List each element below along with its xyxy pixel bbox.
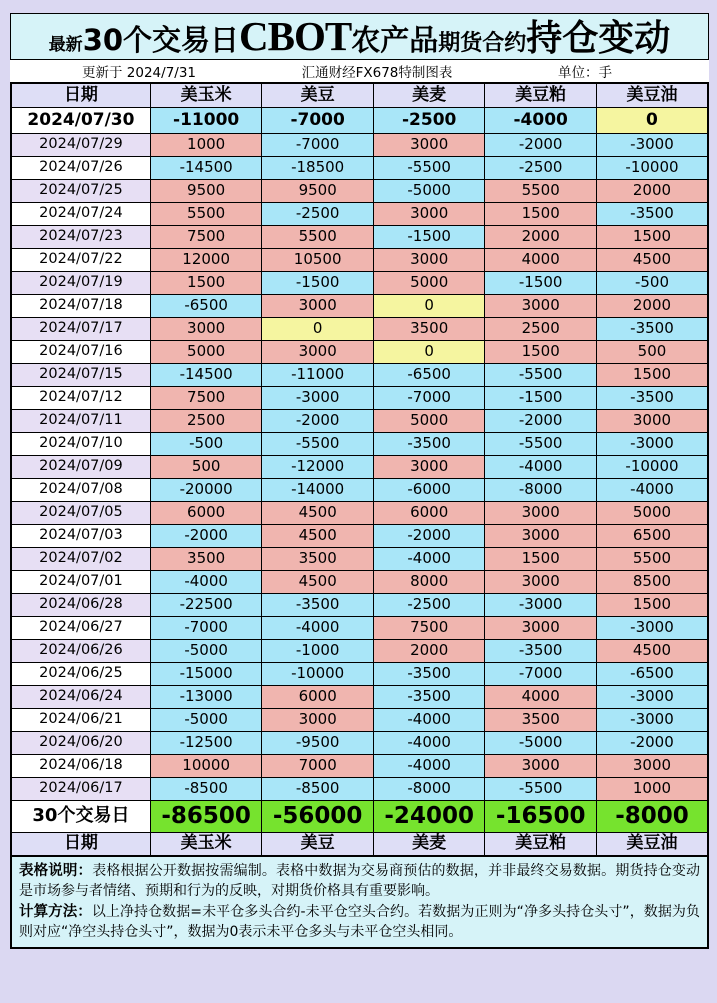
value-cell: -6500 <box>150 294 262 317</box>
date-cell: 2024/06/28 <box>11 593 150 616</box>
unit-label: 单位：手 <box>557 65 612 81</box>
value-cell: 5500 <box>150 202 262 225</box>
value-cell: 5000 <box>596 501 708 524</box>
table-row <box>11 248 708 271</box>
value-cell: -5500 <box>485 777 597 800</box>
value-cell: -10000 <box>262 662 374 685</box>
value-cell: -7000 <box>150 616 262 639</box>
date-cell: 2024/07/16 <box>11 340 150 363</box>
value-cell: 3000 <box>373 202 485 225</box>
note-description-label: 表格说明： <box>19 863 93 879</box>
value-cell: -2500 <box>373 593 485 616</box>
value-cell: 4500 <box>596 639 708 662</box>
value-cell: 6000 <box>262 685 374 708</box>
value-cell: -1500 <box>373 225 485 248</box>
value-cell: 2500 <box>485 317 597 340</box>
table-row <box>11 133 708 156</box>
date-cell: 2024/07/18 <box>11 294 150 317</box>
date-cell: 2024/07/08 <box>11 478 150 501</box>
value-cell: 3000 <box>262 294 374 317</box>
value-cell: -18500 <box>262 156 374 179</box>
value-cell: -22500 <box>150 593 262 616</box>
value-cell: -5500 <box>485 363 597 386</box>
value-cell: 3000 <box>485 754 597 777</box>
value-cell: -14000 <box>262 478 374 501</box>
title-segment: 持仓变动 <box>526 18 671 59</box>
value-cell: -2500 <box>485 156 597 179</box>
date-cell: 2024/07/25 <box>11 179 150 202</box>
value-cell: 3000 <box>596 409 708 432</box>
subtitle-bar <box>10 60 709 82</box>
value-cell: 500 <box>150 455 262 478</box>
table-footer <box>11 800 708 856</box>
value-cell: -15000 <box>150 662 262 685</box>
table-row <box>11 777 708 800</box>
value-cell: 1500 <box>596 593 708 616</box>
table-row <box>11 156 708 179</box>
value-cell: -4000 <box>485 107 597 133</box>
date-cell: 2024/06/17 <box>11 777 150 800</box>
date-cell: 2024/07/12 <box>11 386 150 409</box>
date-cell: 2024/07/15 <box>11 363 150 386</box>
value-cell: 9500 <box>150 179 262 202</box>
header-row <box>11 83 708 107</box>
value-cell: -3500 <box>373 685 485 708</box>
value-cell: 4500 <box>262 570 374 593</box>
value-cell: 4000 <box>485 685 597 708</box>
value-cell: -3500 <box>373 432 485 455</box>
table-header <box>11 83 708 107</box>
value-cell: -12500 <box>150 731 262 754</box>
source-credit: 汇通财经FX678特制图表 <box>301 65 453 81</box>
table-row <box>11 478 708 501</box>
table-row <box>11 639 708 662</box>
value-cell: 3000 <box>262 708 374 731</box>
summary-value-soybean: -56000 <box>262 800 374 832</box>
date-cell: 2024/07/22 <box>11 248 150 271</box>
value-cell: -4000 <box>373 731 485 754</box>
date-cell: 2024/07/05 <box>11 501 150 524</box>
value-cell: 6000 <box>150 501 262 524</box>
value-cell: -6500 <box>373 363 485 386</box>
value-cell: 10500 <box>262 248 374 271</box>
value-cell: 3500 <box>485 708 597 731</box>
value-cell: 3000 <box>485 501 597 524</box>
value-cell: 2500 <box>150 409 262 432</box>
date-cell: 2024/07/11 <box>11 409 150 432</box>
table-row <box>11 731 708 754</box>
date-cell: 2024/06/25 <box>11 662 150 685</box>
col-header-soymeal: 美豆粕 <box>485 83 597 107</box>
date-cell: 2024/06/21 <box>11 708 150 731</box>
value-cell: -4000 <box>373 547 485 570</box>
value-cell: 1000 <box>150 133 262 156</box>
value-cell: -2000 <box>485 409 597 432</box>
date-cell: 2024/07/23 <box>11 225 150 248</box>
table-row <box>11 455 708 478</box>
value-cell: -6000 <box>373 478 485 501</box>
value-cell: -5500 <box>373 156 485 179</box>
note-description <box>19 861 700 902</box>
table-row <box>11 225 708 248</box>
value-cell: -7000 <box>262 133 374 156</box>
value-cell: 8000 <box>373 570 485 593</box>
page-title <box>10 13 709 60</box>
value-cell: -5000 <box>150 639 262 662</box>
value-cell: 8500 <box>596 570 708 593</box>
table-row <box>11 685 708 708</box>
updated-date: 更新于 2024/7/31 <box>82 65 197 81</box>
date-cell: 2024/07/01 <box>11 570 150 593</box>
value-cell: -2500 <box>373 107 485 133</box>
date-cell: 2024/06/27 <box>11 616 150 639</box>
value-cell: 9500 <box>262 179 374 202</box>
value-cell: 5500 <box>485 179 597 202</box>
value-cell: 1000 <box>596 777 708 800</box>
value-cell: 3500 <box>262 547 374 570</box>
table-row <box>11 547 708 570</box>
value-cell: 0 <box>262 317 374 340</box>
date-cell: 2024/07/19 <box>11 271 150 294</box>
note-description-text: 表格根据公开数据按需编制。表格中数据为交易商预估的数据，并非最终交易数据。期货持仓变动是市场参与者情绪、预期和行为的反映，对期货价格具有重要影响。 <box>19 863 701 899</box>
value-cell: -3000 <box>596 708 708 731</box>
value-cell: 5500 <box>262 225 374 248</box>
value-cell: 5000 <box>150 340 262 363</box>
table-row <box>11 501 708 524</box>
value-cell: -4000 <box>150 570 262 593</box>
date-cell: 2024/07/10 <box>11 432 150 455</box>
value-cell: -3500 <box>596 317 708 340</box>
value-cell: 6500 <box>596 524 708 547</box>
value-cell: 7500 <box>150 225 262 248</box>
footer-col-header-date: 日期 <box>11 832 150 856</box>
value-cell: -3000 <box>596 685 708 708</box>
date-cell: 2024/07/09 <box>11 455 150 478</box>
value-cell: -4000 <box>373 754 485 777</box>
value-cell: -2000 <box>485 133 597 156</box>
table-row <box>11 708 708 731</box>
value-cell: 7000 <box>262 754 374 777</box>
col-header-soyoil: 美豆油 <box>596 83 708 107</box>
footer-col-header-wheat: 美麦 <box>373 832 485 856</box>
value-cell: -1500 <box>262 271 374 294</box>
value-cell: 3000 <box>485 524 597 547</box>
title-segment-cbot: CBOT <box>239 13 352 59</box>
value-cell: -2000 <box>262 409 374 432</box>
date-cell: 2024/06/26 <box>11 639 150 662</box>
notes-panel <box>10 857 709 949</box>
value-cell: -3000 <box>262 386 374 409</box>
value-cell: -7000 <box>262 107 374 133</box>
value-cell: -11000 <box>150 107 262 133</box>
value-cell: -1500 <box>485 386 597 409</box>
date-cell: 2024/07/03 <box>11 524 150 547</box>
positions-table <box>10 82 709 857</box>
value-cell: 12000 <box>150 248 262 271</box>
date-cell: 2024/06/20 <box>11 731 150 754</box>
value-cell: -14500 <box>150 363 262 386</box>
value-cell: -4000 <box>373 708 485 731</box>
title-segment: 最新 <box>48 35 83 55</box>
value-cell: -1500 <box>485 271 597 294</box>
summary-value-wheat: -24000 <box>373 800 485 832</box>
note-method <box>19 902 700 943</box>
value-cell: -2000 <box>596 731 708 754</box>
value-cell: -3000 <box>596 616 708 639</box>
value-cell: 0 <box>596 107 708 133</box>
title-segment: 期货合约 <box>438 31 527 56</box>
col-header-date: 日期 <box>11 83 150 107</box>
value-cell: -500 <box>150 432 262 455</box>
summary-label: 30个交易日 <box>11 800 150 832</box>
value-cell: 1500 <box>485 340 597 363</box>
value-cell: -10000 <box>596 455 708 478</box>
value-cell: -11000 <box>262 363 374 386</box>
table-row <box>11 202 708 225</box>
value-cell: 3500 <box>373 317 485 340</box>
value-cell: 2000 <box>485 225 597 248</box>
date-cell: 2024/07/24 <box>11 202 150 225</box>
value-cell: -3500 <box>596 202 708 225</box>
value-cell: -9500 <box>262 731 374 754</box>
value-cell: -3000 <box>596 133 708 156</box>
note-method-label: 计算方法： <box>19 903 92 920</box>
value-cell: 2000 <box>373 639 485 662</box>
date-cell: 2024/07/02 <box>11 547 150 570</box>
value-cell: 3000 <box>373 248 485 271</box>
table-row <box>11 524 708 547</box>
value-cell: 7500 <box>150 386 262 409</box>
value-cell: 500 <box>596 340 708 363</box>
date-cell: 2024/07/17 <box>11 317 150 340</box>
summary-value-corn: -86500 <box>150 800 262 832</box>
value-cell: -3500 <box>485 639 597 662</box>
value-cell: 4500 <box>596 248 708 271</box>
footer-header-row <box>11 832 708 856</box>
value-cell: 3000 <box>596 754 708 777</box>
value-cell: 7500 <box>373 616 485 639</box>
table-row <box>11 593 708 616</box>
value-cell: -500 <box>596 271 708 294</box>
value-cell: -2000 <box>150 524 262 547</box>
value-cell: -7000 <box>485 662 597 685</box>
table-row <box>11 432 708 455</box>
value-cell: -3500 <box>262 593 374 616</box>
value-cell: 2000 <box>596 179 708 202</box>
value-cell: -6500 <box>596 662 708 685</box>
value-cell: -5000 <box>373 179 485 202</box>
value-cell: 10000 <box>150 754 262 777</box>
col-header-wheat: 美麦 <box>373 83 485 107</box>
table-row <box>11 340 708 363</box>
table-row <box>11 179 708 202</box>
value-cell: -3000 <box>596 432 708 455</box>
date-cell: 2024/07/30 <box>11 107 150 133</box>
value-cell: 1500 <box>150 271 262 294</box>
value-cell: -2500 <box>262 202 374 225</box>
table-row <box>11 662 708 685</box>
date-cell: 2024/06/24 <box>11 685 150 708</box>
value-cell: 4500 <box>262 501 374 524</box>
table-row <box>11 754 708 777</box>
value-cell: 3500 <box>150 547 262 570</box>
value-cell: -5000 <box>485 731 597 754</box>
value-cell: 3000 <box>485 616 597 639</box>
value-cell: -5500 <box>485 432 597 455</box>
value-cell: 1500 <box>596 225 708 248</box>
value-cell: 1500 <box>485 202 597 225</box>
col-header-corn: 美玉米 <box>150 83 262 107</box>
value-cell: -8500 <box>150 777 262 800</box>
value-cell: -4000 <box>262 616 374 639</box>
value-cell: -13000 <box>150 685 262 708</box>
value-cell: 3000 <box>262 340 374 363</box>
value-cell: 4000 <box>485 248 597 271</box>
table-row <box>11 294 708 317</box>
value-cell: -8000 <box>373 777 485 800</box>
value-cell: 3000 <box>485 294 597 317</box>
col-header-soybean: 美豆 <box>262 83 374 107</box>
date-cell: 2024/07/29 <box>11 133 150 156</box>
value-cell: -8000 <box>485 478 597 501</box>
title-segment: 30个交易日 <box>82 23 240 57</box>
table-body <box>11 107 708 800</box>
value-cell: -3500 <box>596 386 708 409</box>
value-cell: -4000 <box>485 455 597 478</box>
summary-row <box>11 800 708 832</box>
value-cell: -2000 <box>373 524 485 547</box>
table-row <box>11 409 708 432</box>
value-cell: 0 <box>373 340 485 363</box>
value-cell: -5000 <box>150 708 262 731</box>
value-cell: -14500 <box>150 156 262 179</box>
date-cell: 2024/07/26 <box>11 156 150 179</box>
value-cell: -1000 <box>262 639 374 662</box>
footer-col-header-soybean: 美豆 <box>262 832 374 856</box>
table-row <box>11 616 708 639</box>
table-row <box>11 386 708 409</box>
footer-col-header-soyoil: 美豆油 <box>596 832 708 856</box>
value-cell: -5500 <box>262 432 374 455</box>
table-row <box>11 317 708 340</box>
table-row <box>11 107 708 133</box>
value-cell: 3000 <box>150 317 262 340</box>
value-cell: 1500 <box>485 547 597 570</box>
value-cell: 5000 <box>373 271 485 294</box>
value-cell: 0 <box>373 294 485 317</box>
value-cell: -7000 <box>373 386 485 409</box>
value-cell: -3000 <box>485 593 597 616</box>
value-cell: -20000 <box>150 478 262 501</box>
value-cell: 5500 <box>596 547 708 570</box>
note-method-text: 以上净持仓数据=未平仓多头合约-未平仓空头合约。若数据为正则为“净多头持仓头寸”，数据为负则对应“净空头持仓头寸”，数据为0表示未平仓多头与未平仓空头相同。 <box>19 903 700 940</box>
date-cell: 2024/06/18 <box>11 754 150 777</box>
table-row <box>11 363 708 386</box>
value-cell: 2000 <box>596 294 708 317</box>
summary-value-soyoil: -8000 <box>596 800 708 832</box>
value-cell: -4000 <box>596 478 708 501</box>
value-cell: 1500 <box>596 363 708 386</box>
title-segment: 农产品 <box>351 23 439 57</box>
value-cell: -3500 <box>373 662 485 685</box>
value-cell: -12000 <box>262 455 374 478</box>
value-cell: -10000 <box>596 156 708 179</box>
value-cell: 6000 <box>373 501 485 524</box>
value-cell: 3000 <box>373 133 485 156</box>
summary-value-soymeal: -16500 <box>485 800 597 832</box>
footer-col-header-corn: 美玉米 <box>150 832 262 856</box>
value-cell: 3000 <box>373 455 485 478</box>
value-cell: 4500 <box>262 524 374 547</box>
value-cell: 5000 <box>373 409 485 432</box>
table-row <box>11 570 708 593</box>
value-cell: -8500 <box>262 777 374 800</box>
value-cell: 3000 <box>485 570 597 593</box>
footer-col-header-soymeal: 美豆粕 <box>485 832 597 856</box>
table-row <box>11 271 708 294</box>
